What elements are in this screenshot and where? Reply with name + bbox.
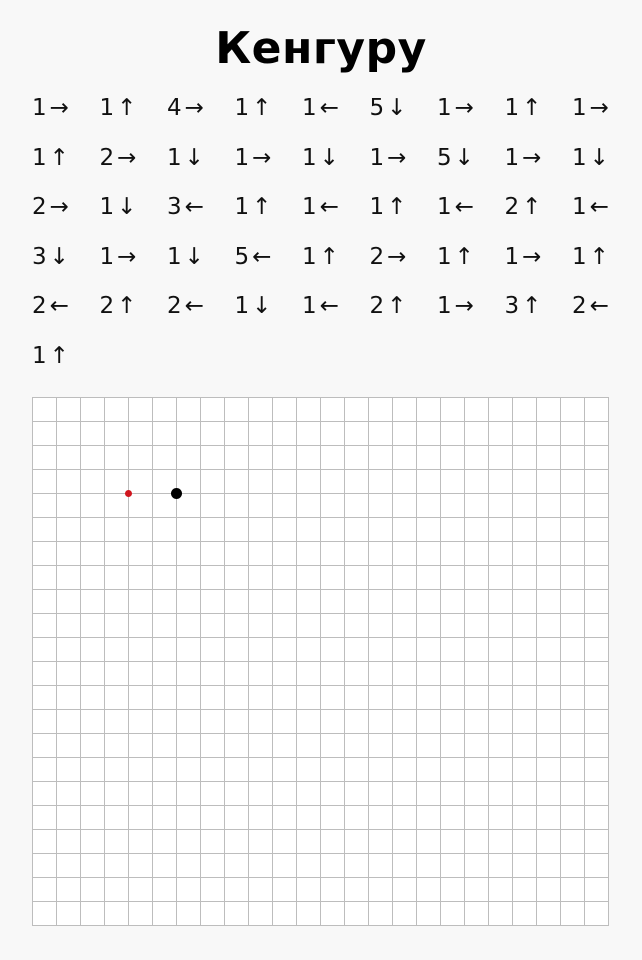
step-direction-arrow: ↓: [589, 144, 609, 171]
step-count: 3: [32, 243, 47, 270]
step-direction-arrow: ↑: [589, 243, 609, 270]
drawing-grid[interactable]: [32, 397, 609, 926]
instruction-step: [32, 136, 69, 180]
instruction-step: [32, 86, 69, 130]
step-count: 1: [99, 95, 115, 121]
step-count: 2: [32, 194, 47, 220]
step-direction-arrow: →: [184, 95, 204, 121]
step-direction-arrow: →: [49, 95, 69, 121]
step-direction-arrow: ←: [184, 194, 204, 220]
step-count: 1: [504, 243, 520, 270]
step-count: 1: [302, 243, 317, 270]
instruction-step: [167, 235, 204, 279]
instruction-step: [505, 185, 542, 229]
instruction-step: [32, 235, 69, 279]
step-direction-arrow: ↑: [387, 293, 407, 319]
instruction-step: [505, 235, 542, 279]
step-direction-arrow: →: [387, 243, 407, 270]
instruction-step: [505, 86, 542, 130]
step-direction-arrow: ↑: [117, 95, 137, 121]
step-direction-arrow: ↓: [184, 243, 204, 270]
step-count: 1: [572, 144, 587, 171]
step-count: 2: [32, 293, 47, 319]
step-count: 1: [99, 194, 115, 220]
step-direction-arrow: ↑: [49, 144, 69, 171]
instruction-step: [437, 136, 474, 180]
step-direction-arrow: ←: [319, 95, 339, 121]
instruction-step: [302, 185, 339, 229]
step-count: 1: [234, 144, 250, 171]
step-count: 1: [302, 293, 317, 319]
step-direction-arrow: ←: [252, 243, 272, 270]
instruction-step: [505, 284, 542, 328]
step-count: 5: [437, 144, 452, 171]
step-count: 1: [572, 95, 587, 121]
step-count: 3: [504, 293, 520, 319]
start-dot: [171, 488, 182, 499]
instruction-step: [235, 235, 272, 279]
step-count: 2: [167, 293, 182, 319]
instruction-step: [370, 235, 407, 279]
step-direction-arrow: →: [522, 144, 542, 171]
step-direction-arrow: ↑: [252, 194, 272, 220]
instruction-step: [167, 136, 204, 180]
step-direction-arrow: ←: [589, 194, 609, 220]
step-direction-arrow: ↑: [522, 293, 542, 319]
instruction-step: [370, 284, 407, 328]
step-count: 1: [302, 194, 317, 220]
step-count: 1: [504, 95, 520, 121]
step-direction-arrow: ↓: [454, 144, 474, 171]
step-direction-arrow: ←: [184, 293, 204, 319]
step-count: 3: [167, 194, 182, 220]
step-direction-arrow: ↑: [387, 194, 407, 220]
step-direction-arrow: ↑: [117, 293, 137, 319]
instruction-step: [302, 235, 339, 279]
instruction-step: [437, 185, 474, 229]
step-count: 1: [99, 243, 115, 270]
step-direction-arrow: ↑: [252, 95, 272, 121]
instruction-step: [437, 235, 474, 279]
step-count: 1: [167, 144, 182, 171]
step-count: 2: [99, 144, 115, 171]
reference-dot: [125, 490, 132, 497]
instruction-step: [572, 136, 609, 180]
instruction-step: [235, 136, 272, 180]
step-direction-arrow: ↑: [522, 95, 542, 121]
instruction-step: [572, 235, 609, 279]
step-direction-arrow: →: [387, 144, 407, 171]
instruction-step: [302, 284, 339, 328]
step-direction-arrow: →: [49, 194, 69, 220]
step-count: 1: [302, 95, 317, 121]
instruction-step: [167, 284, 204, 328]
step-count: 1: [437, 95, 452, 121]
step-count: 1: [234, 293, 250, 319]
step-count: 1: [369, 144, 385, 171]
step-count: 1: [302, 144, 317, 171]
step-direction-arrow: →: [117, 243, 137, 270]
step-count: 2: [504, 194, 520, 220]
instruction-step: [572, 185, 609, 229]
step-direction-arrow: ↑: [522, 194, 542, 220]
step-count: 1: [572, 243, 587, 270]
instruction-step: [167, 86, 204, 130]
instruction-step: [32, 284, 69, 328]
step-count: 1: [32, 342, 47, 369]
instruction-step: [505, 136, 542, 180]
page-title: Кенгуру: [215, 23, 427, 74]
step-count: 2: [99, 293, 115, 319]
step-direction-arrow: ↑: [454, 243, 474, 270]
instruction-step: [235, 284, 272, 328]
instruction-step: [302, 136, 339, 180]
step-direction-arrow: ↓: [117, 194, 137, 220]
step-direction-arrow: ↓: [387, 95, 407, 121]
instruction-step: [370, 185, 407, 229]
step-count: 1: [32, 144, 47, 171]
step-direction-arrow: ↓: [49, 243, 69, 270]
step-count: 1: [437, 243, 452, 270]
step-direction-arrow: ←: [49, 293, 69, 319]
instruction-step: [32, 334, 69, 378]
step-count: 1: [437, 194, 452, 220]
step-direction-arrow: ↑: [49, 342, 69, 369]
step-direction-arrow: ←: [454, 194, 474, 220]
step-count: 1: [234, 194, 250, 220]
instruction-step: [100, 136, 137, 180]
step-count: 5: [369, 95, 385, 121]
step-direction-arrow: ←: [319, 194, 339, 220]
step-direction-arrow: →: [117, 144, 137, 171]
instruction-step: [572, 284, 609, 328]
instruction-step: [100, 284, 137, 328]
step-count: 1: [369, 194, 385, 220]
instruction-step: [437, 86, 474, 130]
instruction-step: [235, 86, 272, 130]
step-direction-arrow: ↓: [319, 144, 339, 171]
instruction-step: [32, 185, 69, 229]
instruction-step: [302, 86, 339, 130]
instruction-step: [572, 86, 609, 130]
step-direction-arrow: ↑: [319, 243, 339, 270]
step-direction-arrow: ↓: [252, 293, 272, 319]
instruction-step: [100, 235, 137, 279]
instruction-step: [100, 185, 137, 229]
step-count: 1: [234, 95, 250, 121]
step-count: 1: [167, 243, 182, 270]
step-direction-arrow: ←: [589, 293, 609, 319]
step-count: 2: [369, 293, 385, 319]
instruction-step: [437, 284, 474, 328]
step-count: 1: [504, 144, 520, 171]
step-direction-arrow: →: [252, 144, 272, 171]
step-count: 1: [572, 194, 587, 220]
step-count: 5: [234, 243, 250, 270]
instruction-step: [370, 136, 407, 180]
step-count: 1: [32, 95, 47, 121]
step-direction-arrow: →: [454, 293, 474, 319]
step-direction-arrow: ↓: [184, 144, 204, 171]
instruction-step: [370, 86, 407, 130]
step-direction-arrow: ←: [319, 293, 339, 319]
instruction-step: [235, 185, 272, 229]
step-direction-arrow: →: [522, 243, 542, 270]
step-direction-arrow: →: [454, 95, 474, 121]
step-count: 2: [369, 243, 385, 270]
step-count: 4: [167, 95, 182, 121]
instruction-step: [100, 86, 137, 130]
step-count: 2: [572, 293, 587, 319]
instruction-step: [167, 185, 204, 229]
step-count: 1: [437, 293, 452, 319]
step-direction-arrow: →: [589, 95, 609, 121]
